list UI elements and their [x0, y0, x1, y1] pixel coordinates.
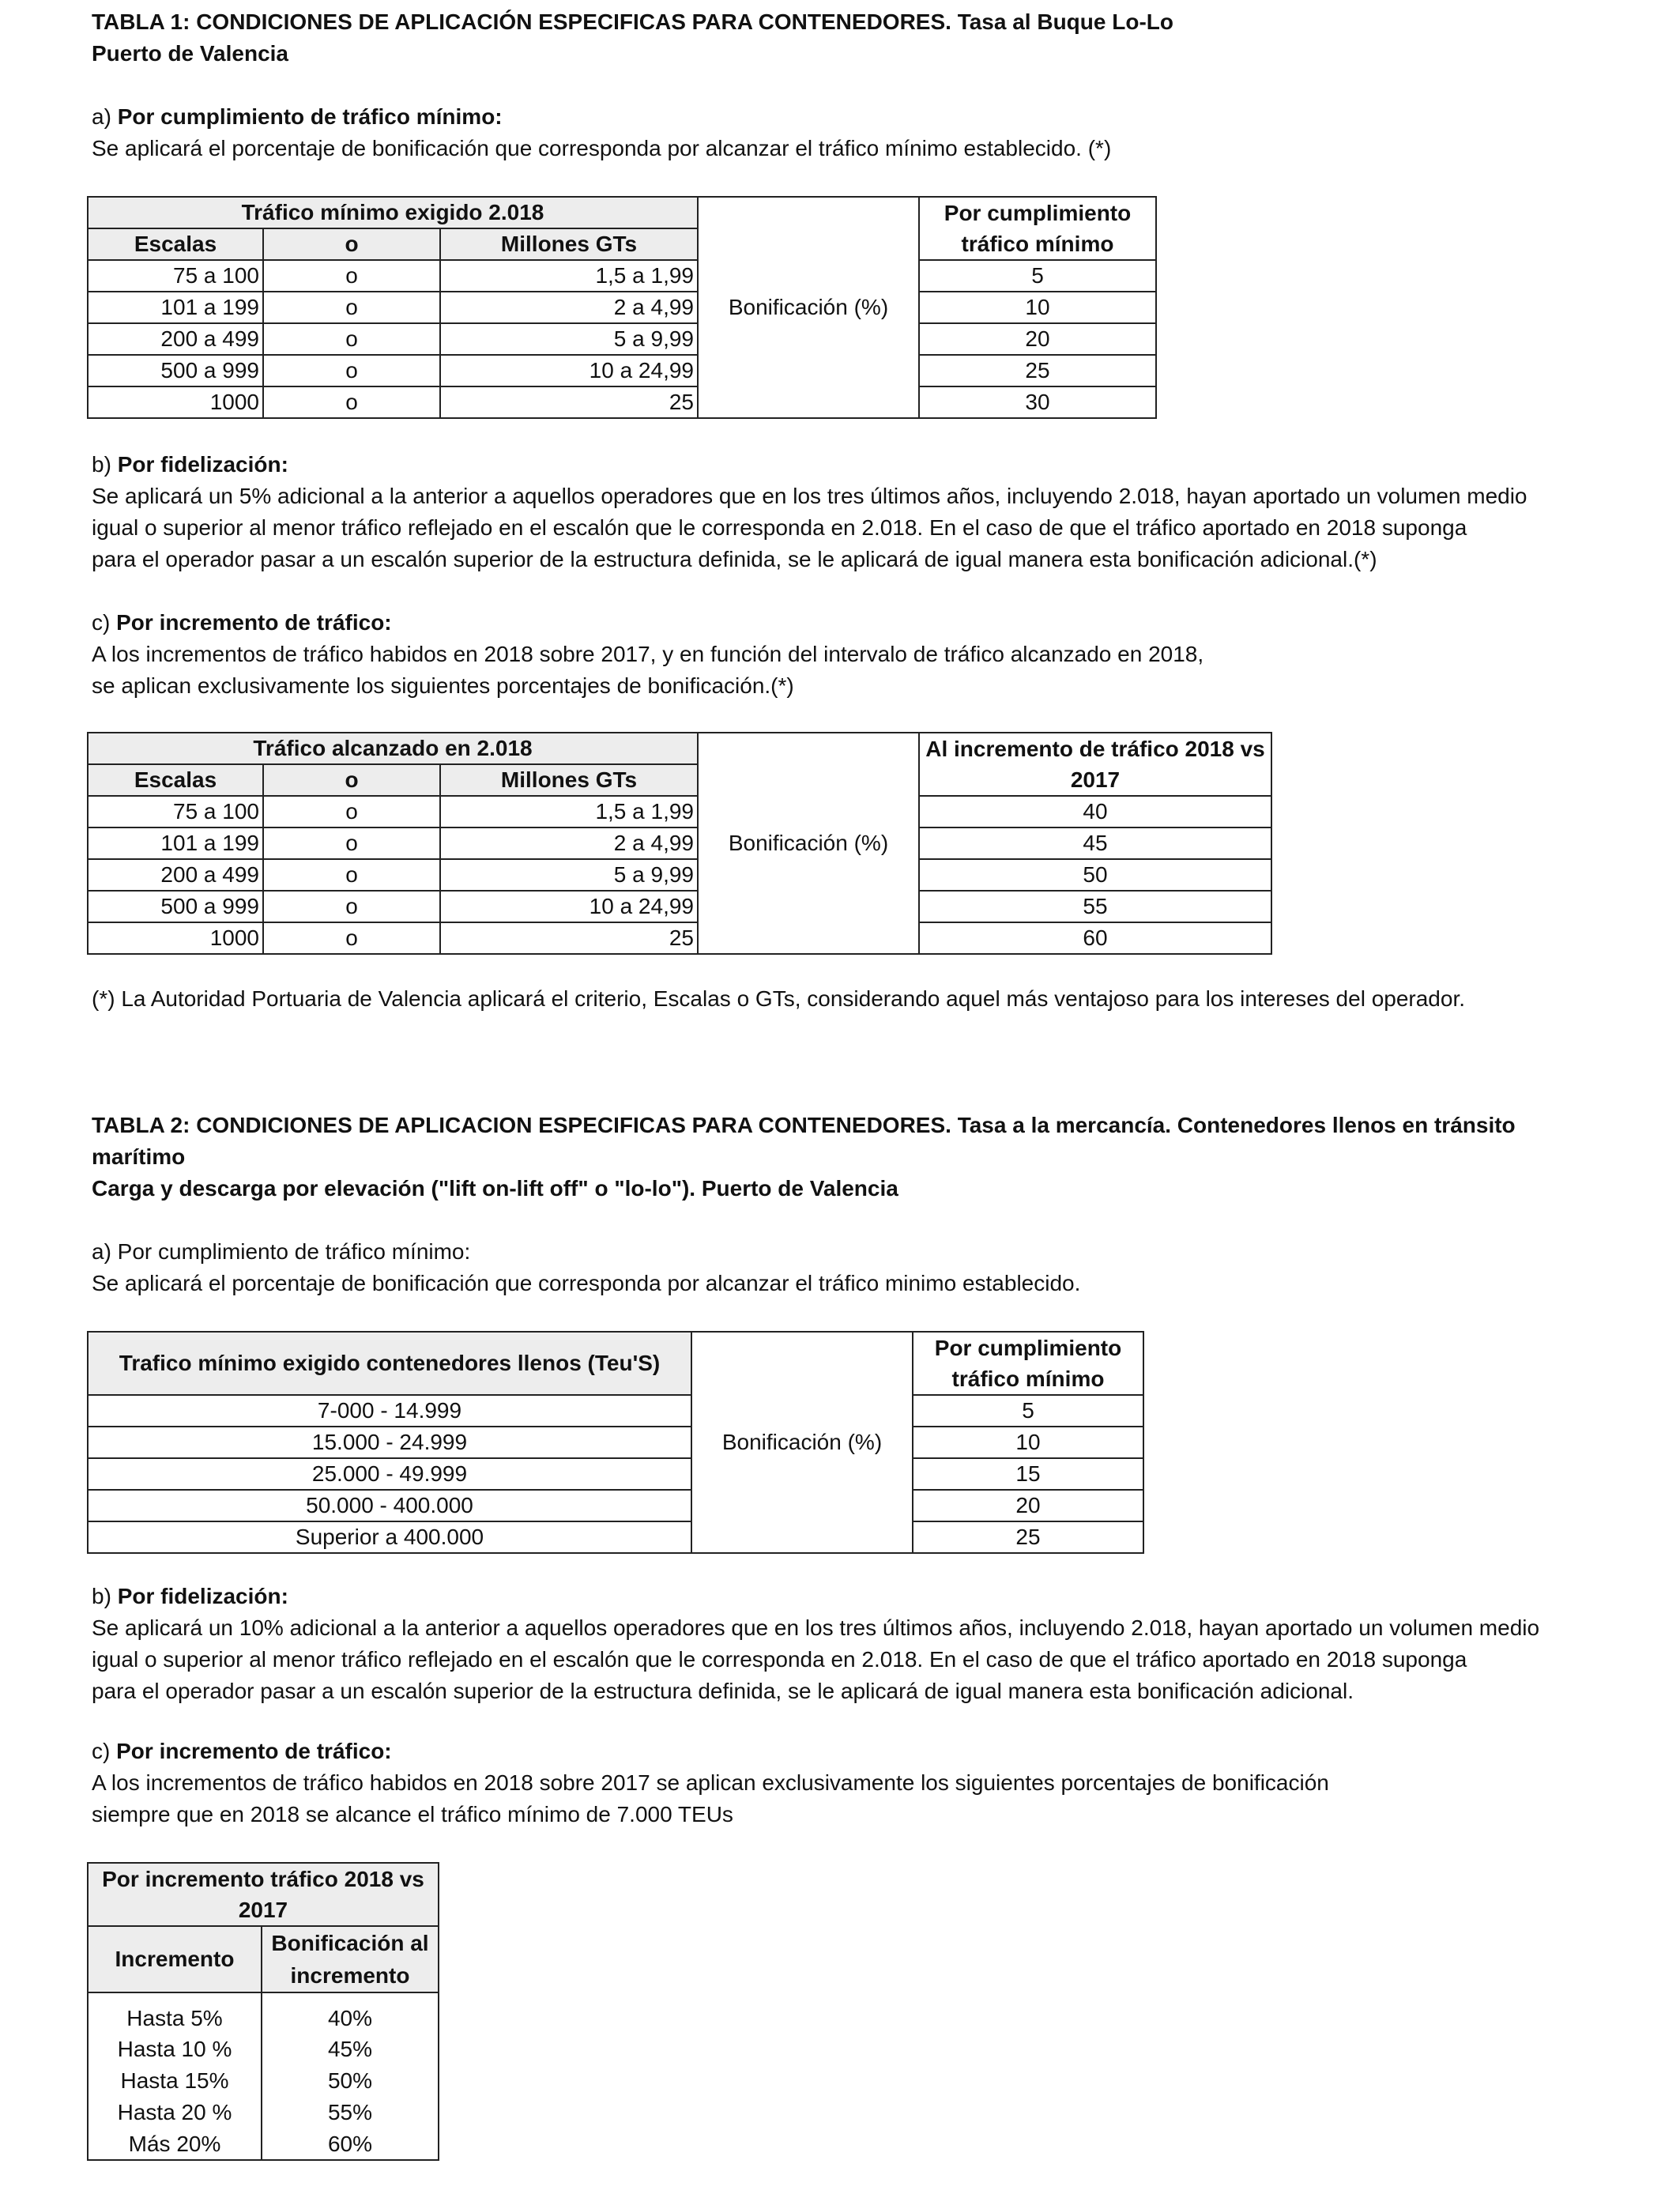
table-row — [88, 1395, 1143, 1427]
pct-cell: 60 — [919, 922, 1271, 954]
tabla2-title-line2: marítimo — [92, 1144, 186, 1169]
tabla2-a-bonus-label: Bonificación (%) — [691, 1332, 913, 1553]
tabla1-c-right-header-2: 2017 — [919, 764, 1271, 796]
gts-cell: 1,5 a 1,99 — [440, 796, 698, 827]
tabla1-c-col-gts: Millones GTs — [440, 764, 698, 796]
table-row — [88, 1521, 1143, 1553]
tabla1-section-b — [92, 449, 1527, 575]
gts-cell: 5 a 9,99 — [440, 859, 698, 891]
tabla1-title-line2: Puerto de Valencia — [92, 41, 288, 66]
bonificacion-cell: 40% — [262, 1992, 439, 2034]
range-cell: 25.000 - 49.999 — [88, 1458, 691, 1490]
tabla1-a-group-header: Tráfico mínimo exigido 2.018 — [88, 197, 698, 228]
o-cell: o — [263, 859, 440, 891]
tabla1-section-a-heading: a) Por cumplimiento de tráfico mínimo: — [92, 104, 503, 129]
tabla2-section-b-line2: igual o superior al menor tráfico reflejado en el escalón que le corresponda en 2.018. En el caso de que el tráfico aportado en 2018 suponga — [92, 1647, 1467, 1672]
tabla2-minimum-traffic-table — [87, 1331, 1144, 1554]
table-row — [88, 323, 1156, 355]
table-row — [88, 2034, 439, 2065]
tabla1-a-right-header-2: tráfico mínimo — [919, 228, 1156, 260]
range-cell: 50.000 - 400.000 — [88, 1490, 691, 1521]
gts-cell: 2 a 4,99 — [440, 827, 698, 859]
pct-cell: 40 — [919, 796, 1271, 827]
tabla1-section-c-heading: c) Por incremento de tráfico: — [92, 610, 392, 635]
o-cell: o — [263, 323, 440, 355]
escalas-cell: 200 a 499 — [88, 323, 263, 355]
tabla2-section-a — [92, 1236, 1080, 1299]
pct-cell: 25 — [919, 355, 1156, 386]
o-cell: o — [263, 260, 440, 292]
tabla2-a-right-header-1: Por cumplimiento — [913, 1332, 1143, 1363]
tabla2-c-col-bonificacion-1: Bonificación al — [262, 1926, 439, 1959]
incremento-cell: Hasta 5% — [88, 1992, 262, 2034]
escalas-cell: 75 a 100 — [88, 260, 263, 292]
table-row — [88, 260, 1156, 292]
tabla1-a-right-header-1: Por cumplimiento — [919, 197, 1156, 228]
tabla2-section-a-text: Se aplicará el porcentaje de bonificación que corresponda por alcanzar el tráfico minimo establecido. — [92, 1271, 1081, 1295]
gts-cell: 10 a 24,99 — [440, 891, 698, 922]
pct-cell: 45 — [919, 827, 1271, 859]
pct-cell: 25 — [913, 1521, 1143, 1553]
table-row — [88, 1427, 1143, 1458]
tabla1-section-b-line2: igual o superior al menor tráfico reflejado en el escalón que le corresponda en 2.018. En el caso de que el tráfico aportado en 2018 suponga — [92, 515, 1467, 540]
escalas-cell: 101 a 199 — [88, 827, 263, 859]
escalas-cell: 101 a 199 — [88, 292, 263, 323]
bonificacion-cell: 55% — [262, 2097, 439, 2128]
table-row — [88, 2097, 439, 2128]
tabla2-increment-table — [87, 1862, 439, 2161]
gts-cell: 10 a 24,99 — [440, 355, 698, 386]
tabla1-c-group-header: Tráfico alcanzado en 2.018 — [88, 733, 698, 764]
tabla1-title — [92, 6, 1173, 70]
table-row — [88, 2065, 439, 2097]
gts-cell: 5 a 9,99 — [440, 323, 698, 355]
escalas-cell: 200 a 499 — [88, 859, 263, 891]
pct-cell: 5 — [919, 260, 1156, 292]
range-cell: 15.000 - 24.999 — [88, 1427, 691, 1458]
pct-cell: 15 — [913, 1458, 1143, 1490]
tabla2-title-line1: TABLA 2: CONDICIONES DE APLICACION ESPECIFICAS PARA CONTENEDORES. Tasa a la mercancía. Contenedores llenos en tránsito — [92, 1113, 1516, 1137]
pct-cell: 10 — [913, 1427, 1143, 1458]
escalas-cell: 75 a 100 — [88, 796, 263, 827]
tabla1-a-bonus-label: Bonificación (%) — [698, 197, 919, 418]
tabla1-increment-table — [87, 732, 1272, 955]
tabla1-a-col-escalas: Escalas — [88, 228, 263, 260]
tabla2-c-col-incremento: Incremento — [88, 1926, 262, 1992]
range-cell: Superior a 400.000 — [88, 1521, 691, 1553]
tabla1-section-a-text: Se aplicará el porcentaje de bonificación que corresponda por alcanzar el tráfico mínimo establecido. (*) — [92, 136, 1112, 160]
o-cell: o — [263, 355, 440, 386]
tabla1-a-col-o: o — [263, 228, 440, 260]
o-cell: o — [263, 922, 440, 954]
incremento-cell: Hasta 20 % — [88, 2097, 262, 2128]
table-row — [88, 796, 1271, 827]
table-row — [88, 922, 1271, 954]
tabla1-section-b-line1: Se aplicará un 5% adicional a la anterior a aquellos operadores que en los tres últimos años, incluyendo 2.018, hayan aportado un volumen medio — [92, 484, 1527, 508]
tabla2-section-b-heading: b) Por fidelización: — [92, 1584, 288, 1608]
tabla1-c-col-escalas: Escalas — [88, 764, 263, 796]
o-cell: o — [263, 796, 440, 827]
tabla1-section-c-line2: se aplican exclusivamente los siguientes porcentajes de bonificación.(*) — [92, 673, 794, 698]
tabla2-a-right-header-2: tráfico mínimo — [913, 1363, 1143, 1395]
tabla1-section-c-line1: A los incrementos de tráfico habidos en 2018 sobre 2017, y en función del intervalo de tráfico alcanzado en 2018, — [92, 642, 1204, 666]
table-row — [88, 1490, 1143, 1521]
tabla2-a-header: Trafico mínimo exigido contenedores llenos (Teu'S) — [88, 1332, 691, 1395]
gts-cell: 25 — [440, 386, 698, 418]
gts-cell: 2 a 4,99 — [440, 292, 698, 323]
o-cell: o — [263, 292, 440, 323]
table-row — [88, 859, 1271, 891]
tabla1-title-line1: TABLA 1: CONDICIONES DE APLICACIÓN ESPECIFICAS PARA CONTENEDORES. Tasa al Buque Lo-Lo — [92, 9, 1173, 34]
table-row — [88, 827, 1271, 859]
table-row — [88, 891, 1271, 922]
tabla2-section-b — [92, 1581, 1539, 1707]
gts-cell: 25 — [440, 922, 698, 954]
o-cell: o — [263, 891, 440, 922]
pct-cell: 55 — [919, 891, 1271, 922]
incremento-cell: Hasta 15% — [88, 2065, 262, 2097]
bonificacion-cell: 50% — [262, 2065, 439, 2097]
table-row — [88, 1458, 1143, 1490]
incremento-cell: Hasta 10 % — [88, 2034, 262, 2065]
table-row — [88, 1992, 439, 2034]
tabla1-c-bonus-label: Bonificación (%) — [698, 733, 919, 954]
tabla1-section-b-line3: para el operador pasar a un escalón superior de la estructura definida, se le aplicará de igual manera esta bonificación adicional.(*) — [92, 547, 1377, 571]
pct-cell: 30 — [919, 386, 1156, 418]
tabla2-title-line3: Carga y descarga por elevación ("lift on-lift off" o "lo-lo"). Puerto de Valencia — [92, 1176, 898, 1201]
escalas-cell: 1000 — [88, 386, 263, 418]
tabla2-c-header-2: 2017 — [88, 1894, 439, 1926]
tabla1-c-col-o: o — [263, 764, 440, 796]
table-row — [88, 2128, 439, 2160]
pct-cell: 5 — [913, 1395, 1143, 1427]
tabla2-section-b-line3: para el operador pasar a un escalón superior de la estructura definida, se le aplicará de igual manera esta bonificación adicional. — [92, 1679, 1354, 1703]
tabla1-section-a — [92, 101, 1111, 164]
pct-cell: 50 — [919, 859, 1271, 891]
o-cell: o — [263, 827, 440, 859]
table-row — [88, 355, 1156, 386]
tabla1-minimum-traffic-table — [87, 196, 1157, 419]
tabla2-section-c-heading: c) Por incremento de tráfico: — [92, 1739, 392, 1763]
tabla2-section-c — [92, 1736, 1329, 1830]
escalas-cell: 500 a 999 — [88, 891, 263, 922]
tabla2-section-a-heading: a) Por cumplimiento de tráfico mínimo: — [92, 1239, 471, 1264]
bonificacion-cell: 45% — [262, 2034, 439, 2065]
table-row — [88, 292, 1156, 323]
tabla2-section-c-line1: A los incrementos de tráfico habidos en 2018 sobre 2017 se aplican exclusivamente los siguientes porcentajes de bonificación — [92, 1770, 1329, 1795]
pct-cell: 10 — [919, 292, 1156, 323]
table-row — [88, 386, 1156, 418]
gts-cell: 1,5 a 1,99 — [440, 260, 698, 292]
tabla1-section-b-heading: b) Por fidelización: — [92, 452, 288, 477]
pct-cell: 20 — [919, 323, 1156, 355]
pct-cell: 20 — [913, 1490, 1143, 1521]
incremento-cell: Más 20% — [88, 2128, 262, 2160]
tabla1-footnote: (*) La Autoridad Portuaria de Valencia aplicará el criterio, Escalas o GTs, considerando aquel más ventajoso para los intereses del operador. — [92, 986, 1466, 1011]
tabla1-c-right-header-1: Al incremento de tráfico 2018 vs — [919, 733, 1271, 764]
tabla2-c-header-1: Por incremento tráfico 2018 vs — [88, 1863, 439, 1894]
o-cell: o — [263, 386, 440, 418]
tabla2-c-col-bonificacion-2: incremento — [262, 1959, 439, 1992]
tabla1-section-c — [92, 607, 1203, 702]
tabla1-a-col-gts: Millones GTs — [440, 228, 698, 260]
tabla2-section-c-line2: siempre que en 2018 se alcance el tráfico mínimo de 7.000 TEUs — [92, 1802, 733, 1826]
tabla2-section-b-line1: Se aplicará un 10% adicional a la anterior a aquellos operadores que en los tres últimos años, incluyendo 2.018, hayan aportado un volumen medio — [92, 1615, 1540, 1640]
escalas-cell: 1000 — [88, 922, 263, 954]
escalas-cell: 500 a 999 — [88, 355, 263, 386]
bonificacion-cell: 60% — [262, 2128, 439, 2160]
range-cell: 7-000 - 14.999 — [88, 1395, 691, 1427]
tabla2-title — [92, 1110, 1516, 1204]
